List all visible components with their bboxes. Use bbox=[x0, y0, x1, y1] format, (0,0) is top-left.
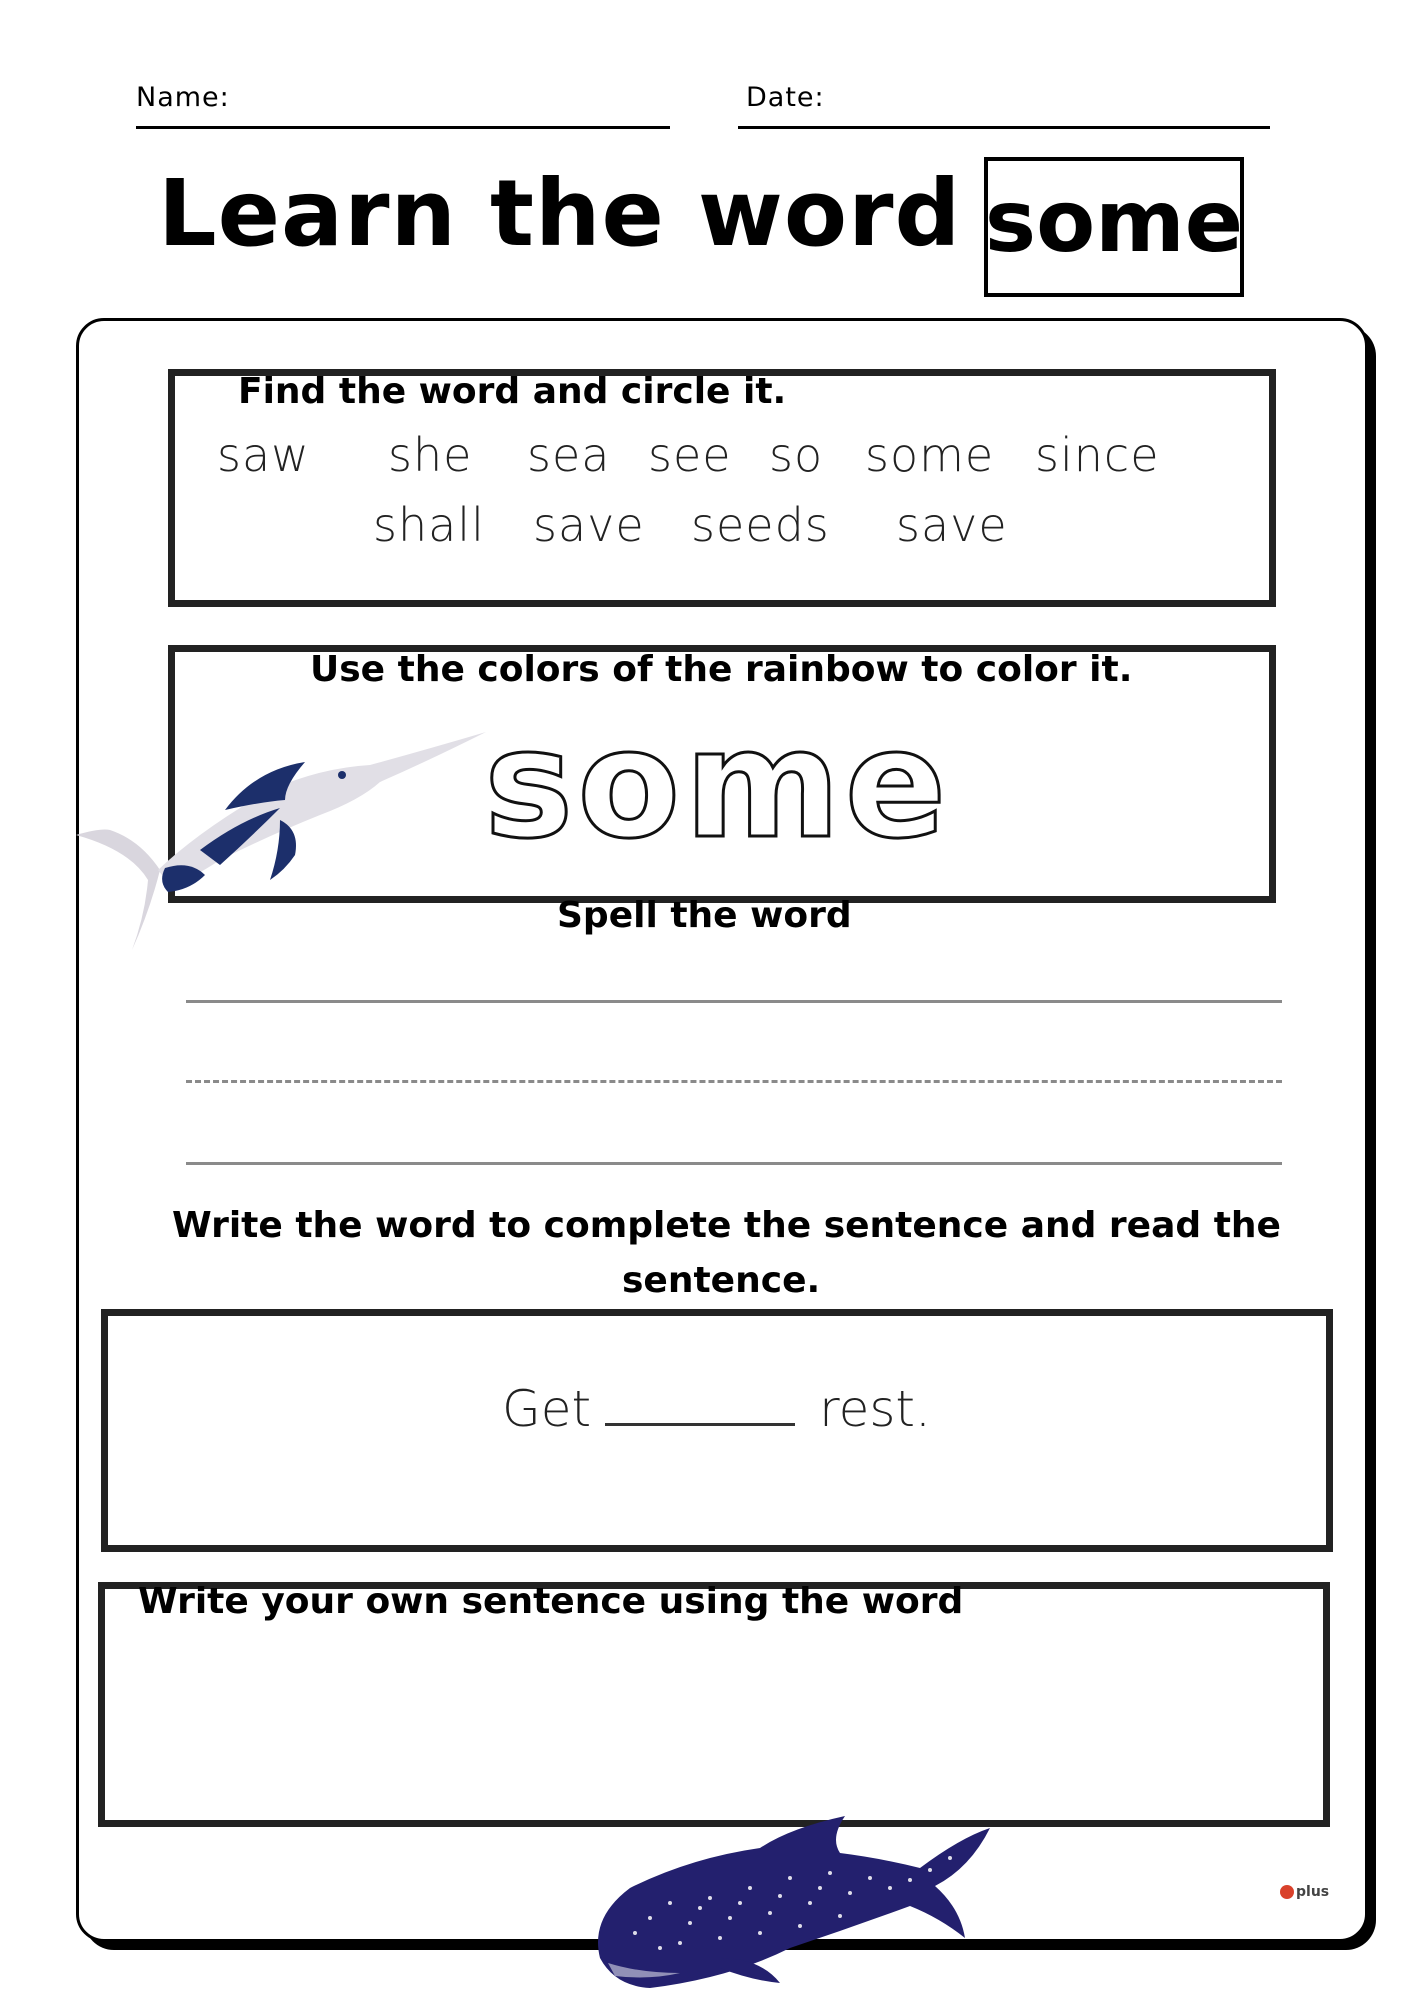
sentence-after-blank: rest. bbox=[819, 1380, 931, 1438]
sentence bbox=[502, 1380, 931, 1438]
name-field-line[interactable] bbox=[136, 126, 670, 129]
date-field-line[interactable] bbox=[738, 126, 1270, 129]
brand-logo bbox=[1280, 1884, 1329, 1900]
spell-middle-dashed-line[interactable] bbox=[186, 1080, 1282, 1083]
choice-word[interactable]: saw bbox=[217, 428, 310, 482]
choice-word[interactable]: save bbox=[533, 498, 645, 552]
choice-word[interactable]: shall bbox=[373, 498, 485, 552]
outline-word[interactable]: some bbox=[484, 698, 951, 872]
find-word-instruction: Find the word and circle it. bbox=[238, 371, 787, 412]
apple-icon bbox=[1280, 1885, 1294, 1899]
sentence-before-blank: Get bbox=[502, 1380, 592, 1438]
complete-instruction-line2: sentence. bbox=[622, 1260, 821, 1301]
spell-instruction: Spell the word bbox=[557, 895, 852, 936]
complete-instruction-line1: Write the word to complete the sentence and read the bbox=[172, 1205, 1281, 1246]
choice-word[interactable]: save bbox=[896, 498, 1008, 552]
page-title: Learn the word bbox=[158, 160, 962, 267]
name-label: Name: bbox=[136, 82, 230, 113]
choice-word[interactable]: some bbox=[865, 428, 995, 482]
logo-text: plus bbox=[1296, 1884, 1330, 1900]
choice-word[interactable]: sea bbox=[527, 428, 611, 482]
choice-word[interactable]: since bbox=[1035, 428, 1160, 482]
own-sentence-instruction: Write your own sentence using the word bbox=[138, 1581, 964, 1622]
choice-word[interactable]: see bbox=[648, 428, 732, 482]
choice-word[interactable]: she bbox=[388, 428, 473, 482]
swordfish-illustration bbox=[70, 720, 500, 960]
spell-top-line[interactable] bbox=[186, 1000, 1282, 1003]
target-word-box bbox=[984, 157, 1244, 297]
target-word: some bbox=[984, 172, 1244, 272]
color-instruction: Use the colors of the rainbow to color it. bbox=[310, 649, 1133, 690]
spell-bottom-line[interactable] bbox=[186, 1162, 1282, 1165]
choice-word[interactable]: so bbox=[769, 428, 824, 482]
whale-shark-illustration bbox=[590, 1808, 1000, 1998]
sentence-blank[interactable] bbox=[605, 1383, 795, 1426]
choice-word[interactable]: seeds bbox=[691, 498, 830, 552]
date-label: Date: bbox=[746, 82, 825, 113]
